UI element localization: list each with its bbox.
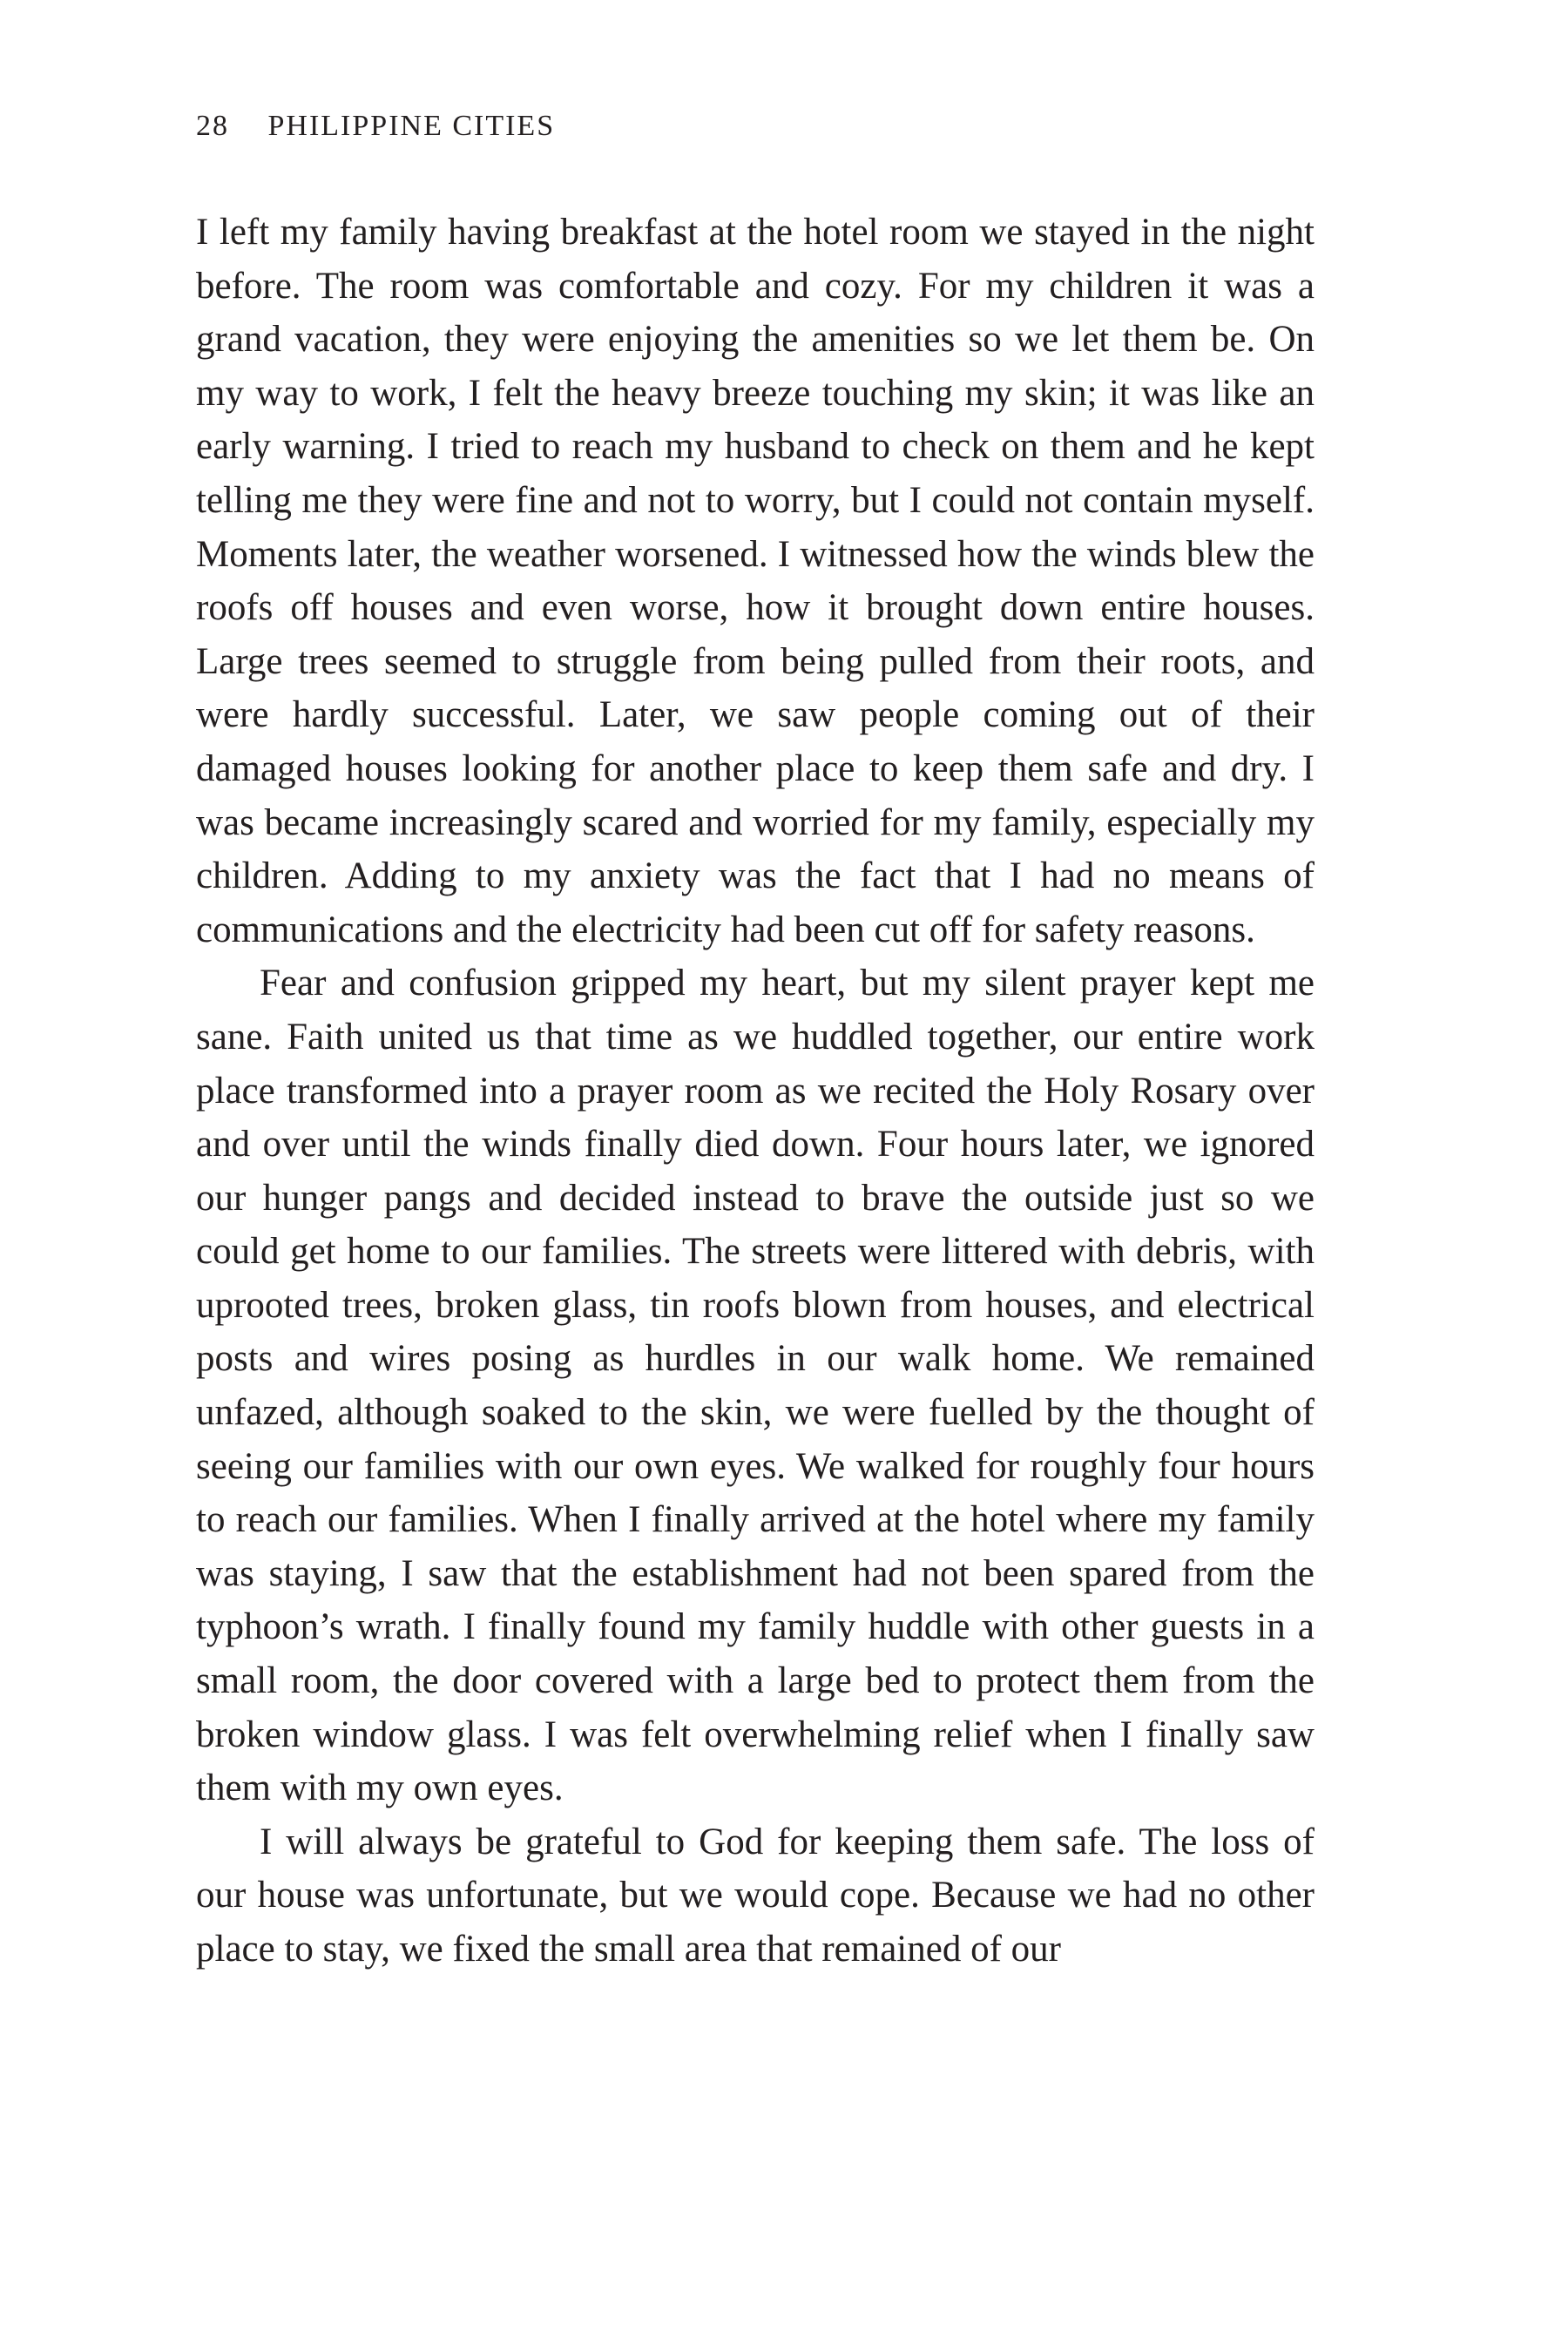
- running-head: [196, 106, 555, 146]
- paragraph-2: Fear and confusion gripped my heart, but my silent prayer kept me sane. Faith united us that time as we huddled together, our entire work place transformed into a prayer room as we recited the Holy Rosary over and over until the winds finally died down. Four hours later, we ignored our hunger pangs and decided instead to brave the outside just so we could get home to our families. The streets were littered with debris, with uprooted trees, broken glass, tin roofs blown from houses, and electrical posts and wires posing as hurdles in our walk home. We remained unfazed, although soaked to the skin, we were fuelled by the thought of seeing our families with our own eyes. We walked for roughly four hours to reach our families. When I finally arrived at the hotel where my family was staying, I saw that the establishment had not been spared from the typhoon’s wrath. I finally found my family huddle with other guests in a small room, the door covered with a large bed to protect them from the broken window glass. I was felt overwhelming relief when I finally saw them with my own eyes.: [196, 963, 1315, 1809]
- page-number: 28: [196, 110, 229, 142]
- paragraph-1: I left my family having breakfast at the hotel room we stayed in the night before. The room was comfortable and cozy. For my children it was a grand vacation, they were enjoying the amenities so we let them be. On my way to work, I felt the heavy breeze touching my skin; it was like an early warning. I tried to reach my husband to check on them and he kept telling me they were fine and not to worry, but I could not contain myself. Moments later, the weather worsened. I witnessed how the winds blew the roofs off houses and even worse, how it brought down entire houses. Large trees seemed to struggle from being pulled from their roots, and were hardly successful. Later, we saw people coming out of their damaged houses looking for another place to keep them safe and dry. I was became increasingly scared and worried for my family, especially my children. Adding to my anxiety was the fact that I had no means of communications and the electricity had been cut off for safety reasons.: [196, 212, 1315, 950]
- running-title: PHILIPPINE CITIES: [267, 110, 556, 142]
- body-text: [196, 206, 1315, 1977]
- paragraph-3: I will always be grateful to God for keeping them safe. The loss of our house was unfortunate, but we would cope. Because we had no other place to stay, we fixed the small area that remained of our: [196, 1821, 1315, 1970]
